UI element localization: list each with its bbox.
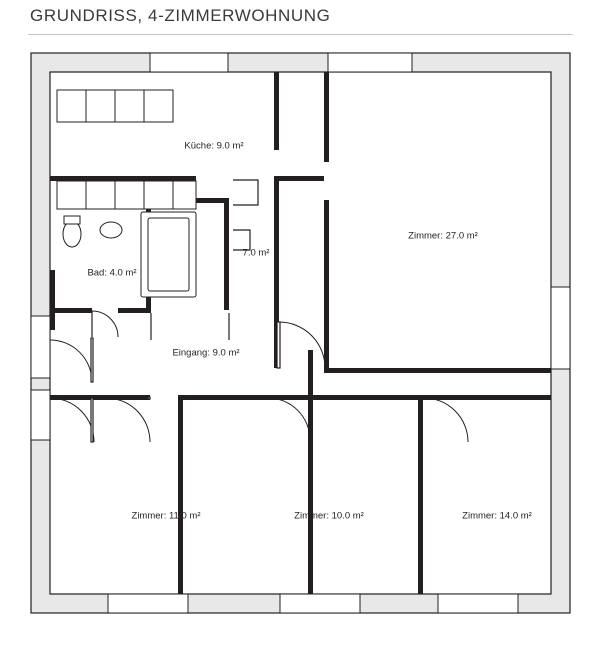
floorplan-drawing <box>28 50 573 630</box>
room-label: Zimmer: 14.0 m² <box>462 510 532 522</box>
room-label: 7.0 m² <box>242 247 270 259</box>
room-label: Eingang: 9.0 m² <box>172 347 240 359</box>
page-title: GRUNDRISS, 4-ZIMMERWOHNUNG <box>30 6 331 25</box>
room-label: Zimmer: 27.0 m² <box>408 230 478 242</box>
room-label: Zimmer: 10.0 m² <box>294 510 364 522</box>
room-label: Küche: 9.0 m² <box>184 140 244 152</box>
title-divider <box>28 34 573 35</box>
room-label: Zimmer: 11.0 m² <box>131 510 201 522</box>
room-label: Bad: 4.0 m² <box>87 267 137 279</box>
